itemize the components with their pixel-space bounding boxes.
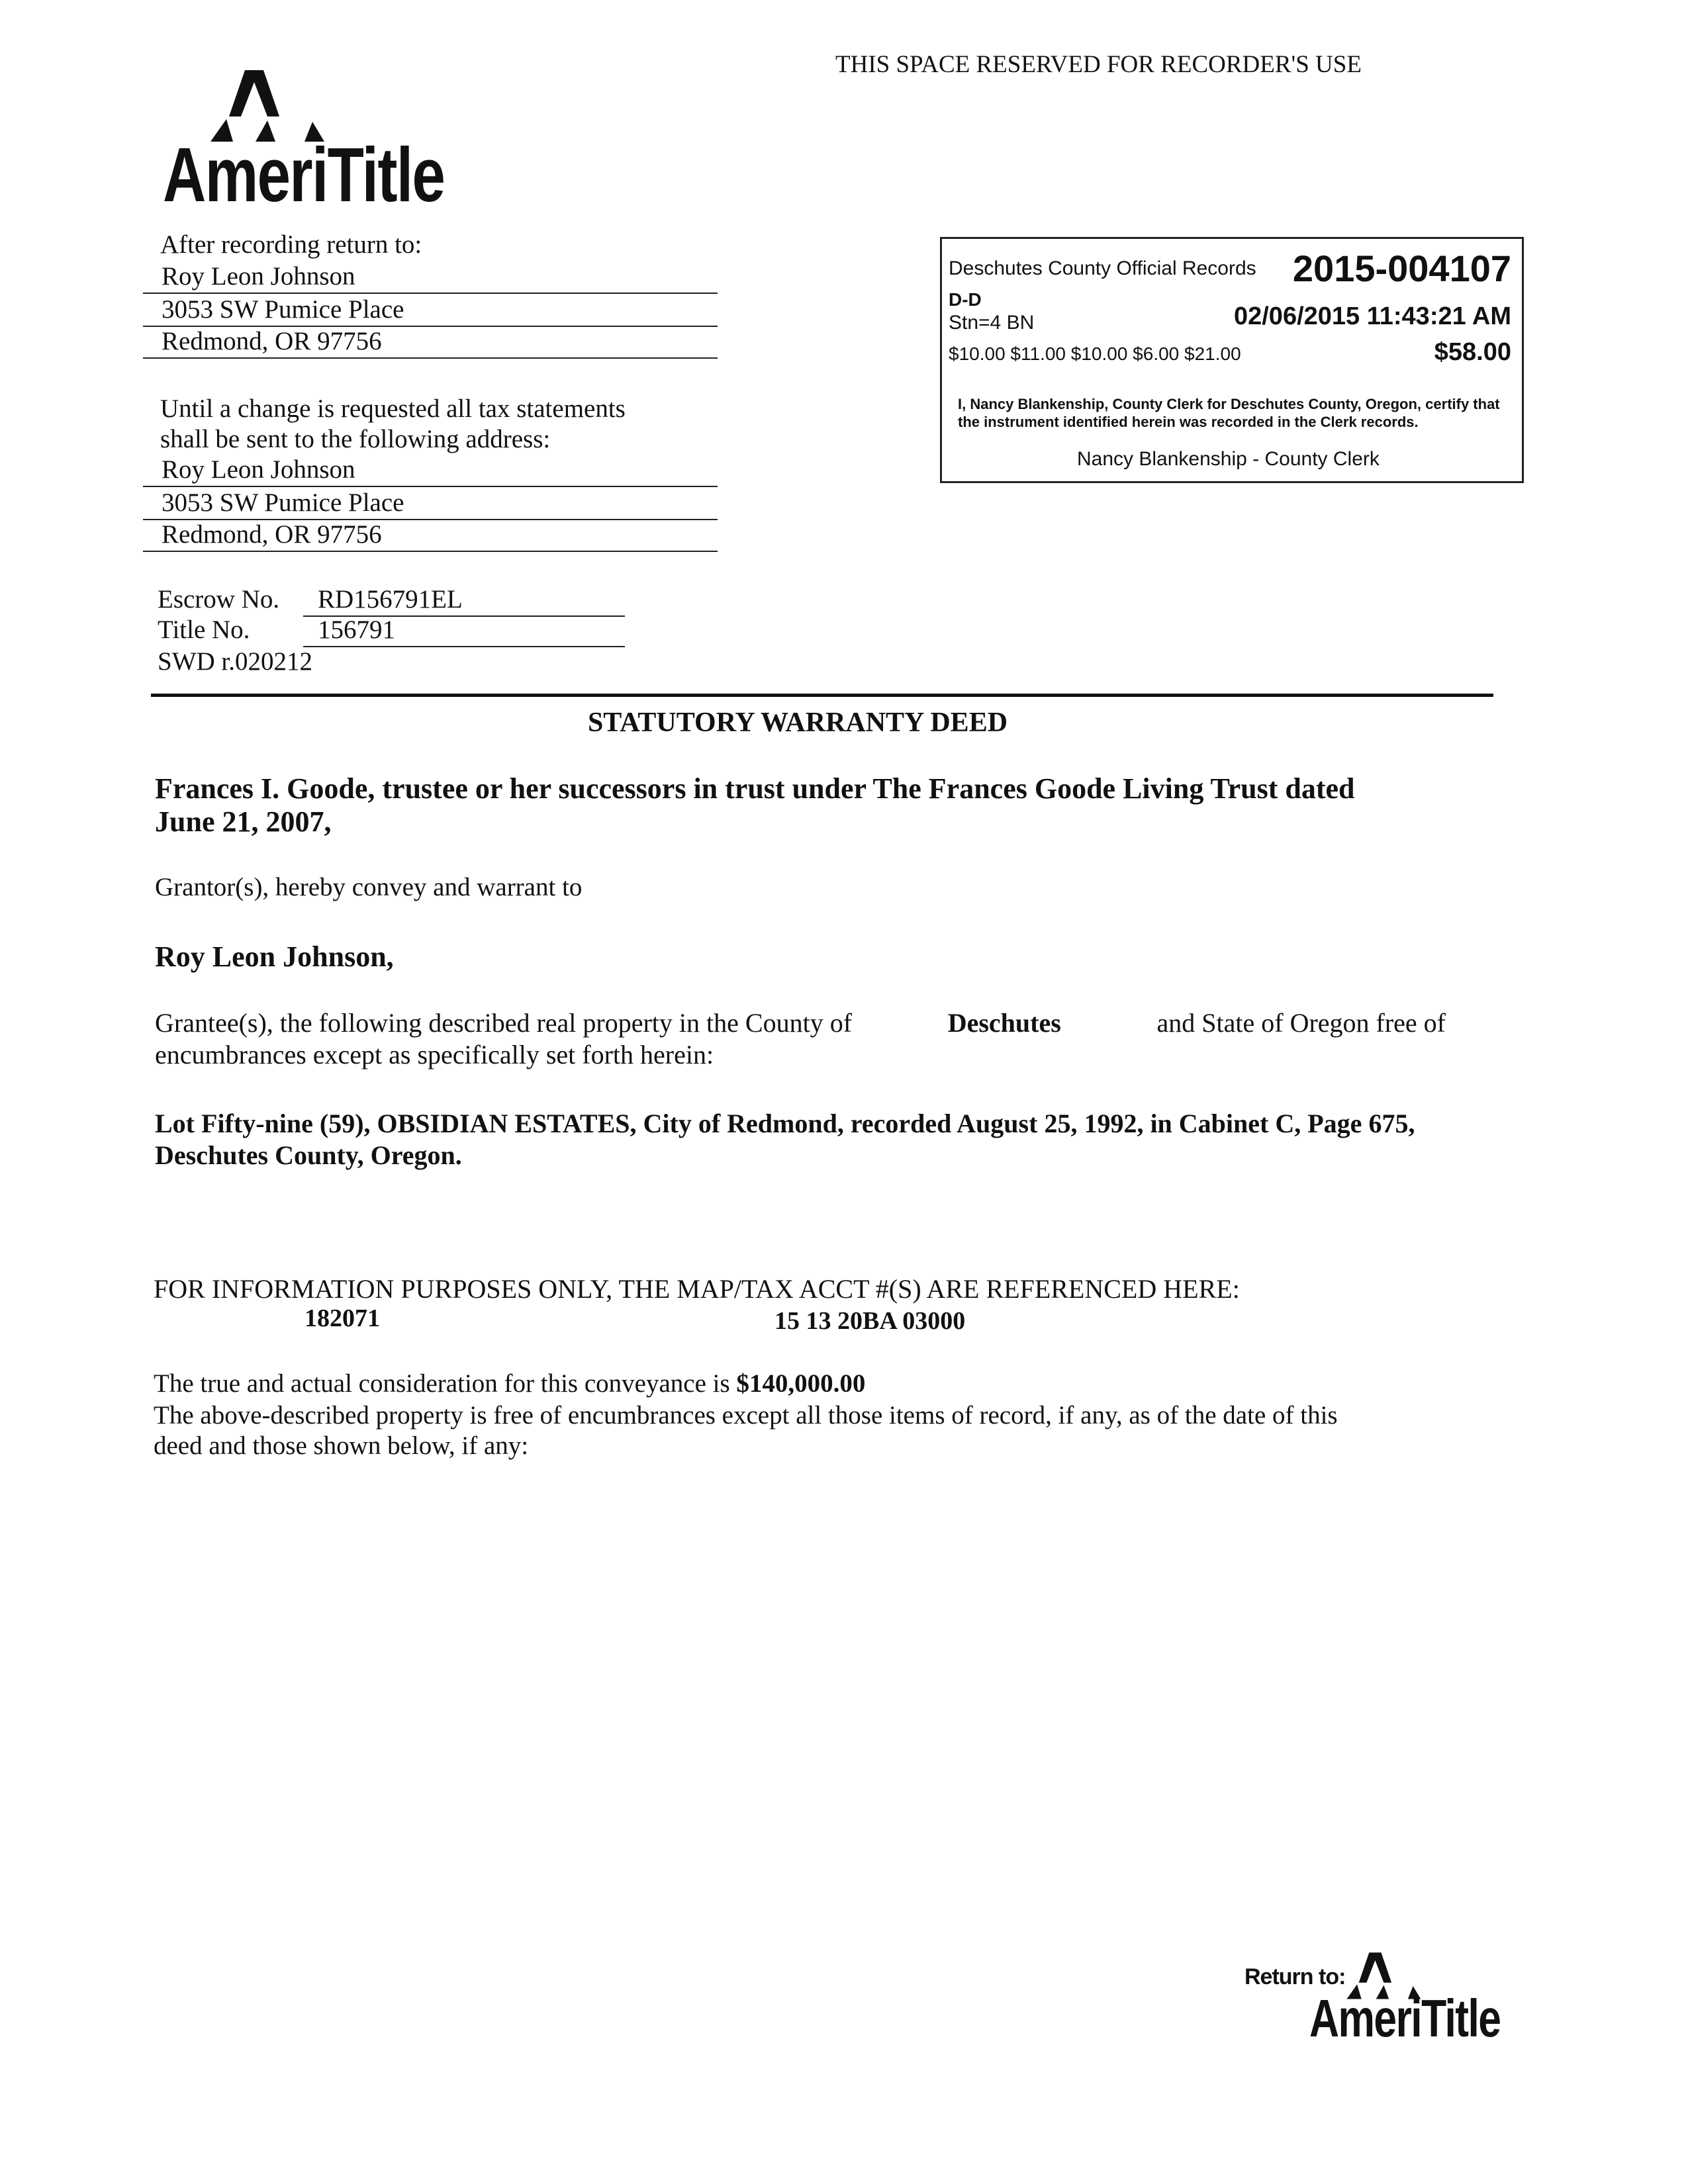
return-to-street: 3053 SW Pumice Place — [143, 294, 718, 327]
encumbrance-line-1: The above-described property is free of encumbrances except all those items of record, if any, as of the date of this — [154, 1401, 1338, 1430]
county-name: Deschutes — [947, 1008, 1061, 1038]
tax-statements-street: 3053 SW Pumice Place — [143, 487, 718, 520]
deed-title: STATUTORY WARRANTY DEED — [587, 707, 1008, 738]
footer-ameriTitle-logo-text: AmeriTitle — [1309, 1989, 1501, 2048]
recorder-reserved-note: THIS SPACE RESERVED FOR RECORDER'S USE — [835, 51, 1362, 78]
return-to-name: Roy Leon Johnson — [143, 261, 718, 294]
consideration-line — [154, 1369, 865, 1398]
recording-datetime: 02/06/2015 11:43:21 AM — [1233, 302, 1511, 330]
tax-statements-label-2: shall be sent to the following address: — [160, 425, 551, 453]
escrow-number: RD156791EL — [303, 584, 625, 617]
recording-stamp-box — [940, 237, 1524, 483]
consideration-amount: $140,000.00 — [736, 1369, 866, 1398]
encumbrance-line-2: deed and those shown below, if any: — [154, 1432, 529, 1460]
fee-breakdown: $10.00 $11.00 $10.00 $6.00 $21.00 — [949, 343, 1241, 364]
legal-description-line-1: Lot Fifty-nine (59), OBSIDIAN ESTATES, City of Redmond, recorded August 25, 1992, in Cabinet C, Page 675, — [155, 1109, 1415, 1138]
consideration-prefix: The true and actual consideration for this conveyance is — [154, 1369, 730, 1398]
document-type: D-D — [949, 289, 982, 310]
footer-ameriTitle-logo — [1309, 1952, 1528, 2048]
header-divider — [151, 694, 1493, 697]
document-number: 2015-004107 — [1292, 248, 1511, 289]
title-label: Title No. — [158, 615, 250, 644]
county-records-label: Deschutes County Official Records — [949, 257, 1256, 279]
station-code: Stn=4 BN — [949, 312, 1035, 334]
clerk-certification: I, Nancy Blankenship, County Clerk for Deschutes County, Oregon, certify that the instrument identified herein was recorded in the Clerk records. — [958, 396, 1500, 430]
escrow-label: Escrow No. — [158, 585, 280, 614]
fee-total: $58.00 — [1434, 338, 1511, 366]
return-to-city: Redmond, OR 97756 — [143, 326, 718, 359]
grantor-line-2: June 21, 2007, — [155, 805, 332, 838]
grantor-line-1: Frances I. Goode, trustee or her successors in trust under The Frances Goode Living Trust dated — [155, 772, 1355, 805]
map-number: 15 13 20BA 03000 — [774, 1307, 966, 1335]
map-tax-reference-label: FOR INFORMATION PURPOSES ONLY, THE MAP/TAX ACCT #(S) ARE REFERENCED HERE: — [154, 1274, 1240, 1304]
return-to-label: After recording return to: — [160, 230, 422, 259]
swd-revision: SWD r.020212 — [158, 647, 312, 676]
grantor-clause: Grantor(s), hereby convey and warrant to — [155, 873, 583, 901]
grantee-clause-part-1: Grantee(s), the following described real property in the County of — [155, 1008, 853, 1038]
ameriTitle-logo — [163, 70, 454, 218]
legal-description-line-2: Deschutes County, Oregon. — [155, 1140, 462, 1170]
grantee-clause-part-2: and State of Oregon free of — [1156, 1008, 1446, 1038]
tax-account-number: 182071 — [305, 1304, 380, 1332]
tax-statements-name: Roy Leon Johnson — [143, 454, 718, 487]
county-clerk-name: Nancy Blankenship - County Clerk — [1077, 448, 1380, 470]
grantee-name: Roy Leon Johnson, — [155, 940, 394, 973]
title-number: 156791 — [303, 614, 625, 647]
tax-statements-label-1: Until a change is requested all tax statements — [160, 394, 626, 423]
grantee-clause-line-2: encumbrances except as specifically set forth herein: — [155, 1040, 714, 1069]
tax-statements-city: Redmond, OR 97756 — [143, 519, 718, 552]
ameriTitle-logo-text: AmeriTitle — [163, 132, 445, 218]
grantee-clause-line-1 — [155, 1007, 1446, 1038]
footer-return-to-label: Return to: — [1244, 1964, 1346, 1989]
